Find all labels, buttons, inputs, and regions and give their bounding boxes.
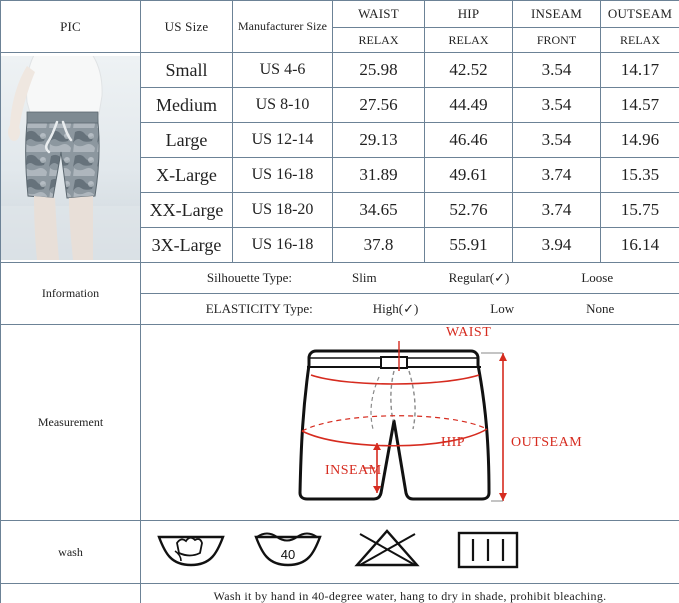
silhouette-option-regular: Regular(✓)	[448, 270, 510, 285]
water-temperature-icon	[256, 534, 320, 566]
silhouette-key: Silhouette Type:	[206, 270, 293, 285]
subheader-inseam: FRONT	[513, 28, 601, 53]
cell-inseam: 3.74	[513, 193, 601, 228]
cell-waist: 27.56	[333, 88, 425, 123]
cell-hip: 49.61	[425, 158, 513, 193]
wash-icons	[141, 521, 679, 583]
water-temperature-text: 40	[280, 547, 296, 562]
wash-note-text: Wash it by hand in 40-degree water, hang to dry in shade, prohibit bleaching.	[141, 584, 679, 603]
hand-wash-icon	[159, 537, 223, 565]
cell-manufacturer: US 16-18	[233, 158, 333, 193]
cell-hip: 44.49	[425, 88, 513, 123]
information-label: Information	[1, 263, 141, 325]
table-header-row	[1, 1, 679, 28]
wash-label: wash	[1, 521, 141, 584]
table-row	[1, 53, 679, 88]
cell-size: Medium	[141, 88, 233, 123]
wash-icon-row	[141, 521, 679, 583]
no-bleach-icon	[357, 531, 417, 565]
product-photo-illustration	[1, 56, 140, 260]
product-photo	[1, 56, 140, 260]
cell-manufacturer: US 16-18	[233, 228, 333, 263]
header-hip: HIP	[425, 1, 513, 28]
annotation-waist: WAIST	[446, 325, 492, 340]
header-outseam: OUTSEAM	[601, 1, 679, 28]
cell-waist: 37.8	[333, 228, 425, 263]
cell-outseam: 14.57	[601, 88, 679, 123]
information-elasticity-line	[141, 294, 679, 325]
silhouette-option-loose: Loose	[581, 270, 614, 285]
measurement-diagram-cell	[141, 325, 679, 521]
cell-size: XX-Large	[141, 193, 233, 228]
product-photo-cell	[1, 53, 141, 263]
header-inseam: INSEAM	[513, 1, 601, 28]
wash-note-label	[1, 584, 141, 603]
cell-inseam: 3.54	[513, 88, 601, 123]
header-pic: PIC	[1, 1, 141, 53]
cell-hip: 55.91	[425, 228, 513, 263]
cell-manufacturer: US 12-14	[233, 123, 333, 158]
cell-hip: 52.76	[425, 193, 513, 228]
information-row-silhouette	[1, 263, 679, 294]
subheader-waist: RELAX	[333, 28, 425, 53]
subheader-outseam: RELAX	[601, 28, 679, 53]
elasticity-option-high: High(✓)	[372, 301, 419, 316]
cell-inseam: 3.54	[513, 123, 601, 158]
cell-inseam: 3.94	[513, 228, 601, 263]
shorts-measurement-illustration	[141, 325, 679, 520]
wash-row	[1, 521, 679, 584]
subheader-hip: RELAX	[425, 28, 513, 53]
annotation-outseam: OUTSEAM	[511, 435, 583, 450]
cell-hip: 42.52	[425, 53, 513, 88]
information-silhouette-line	[141, 263, 679, 294]
cell-size: Small	[141, 53, 233, 88]
cell-waist: 31.89	[333, 158, 425, 193]
cell-outseam: 14.17	[601, 53, 679, 88]
cell-size: X-Large	[141, 158, 233, 193]
header-waist: WAIST	[333, 1, 425, 28]
cell-waist: 29.13	[333, 123, 425, 158]
wash-icons-cell	[141, 521, 679, 584]
cell-hip: 46.46	[425, 123, 513, 158]
cell-outseam: 14.96	[601, 123, 679, 158]
cell-waist: 25.98	[333, 53, 425, 88]
header-us-size: US Size	[141, 1, 233, 53]
cell-size: Large	[141, 123, 233, 158]
elasticity-option-low: Low	[490, 301, 515, 316]
annotation-inseam: INSEAM	[325, 463, 382, 478]
cell-manufacturer: US 4-6	[233, 53, 333, 88]
elasticity-key: ELASTICITY Type:	[205, 301, 313, 316]
cell-manufacturer: US 18-20	[233, 193, 333, 228]
cell-waist: 34.65	[333, 193, 425, 228]
cell-size: 3X-Large	[141, 228, 233, 263]
silhouette-option-slim: Slim	[352, 270, 377, 285]
header-manufacturer-size: Manufacturer Size	[233, 1, 333, 53]
measurement-label: Measurement	[1, 325, 141, 521]
cell-outseam: 15.35	[601, 158, 679, 193]
hang-dry-shade-icon	[459, 533, 517, 567]
elasticity-option-none: None	[586, 301, 615, 316]
measurement-row	[1, 325, 679, 521]
wash-note-row	[1, 584, 679, 603]
cell-outseam: 15.75	[601, 193, 679, 228]
cell-manufacturer: US 8-10	[233, 88, 333, 123]
measurement-diagram	[141, 325, 679, 520]
annotation-hip: HIP	[441, 435, 466, 450]
cell-inseam: 3.74	[513, 158, 601, 193]
cell-outseam: 16.14	[601, 228, 679, 263]
cell-inseam: 3.54	[513, 53, 601, 88]
